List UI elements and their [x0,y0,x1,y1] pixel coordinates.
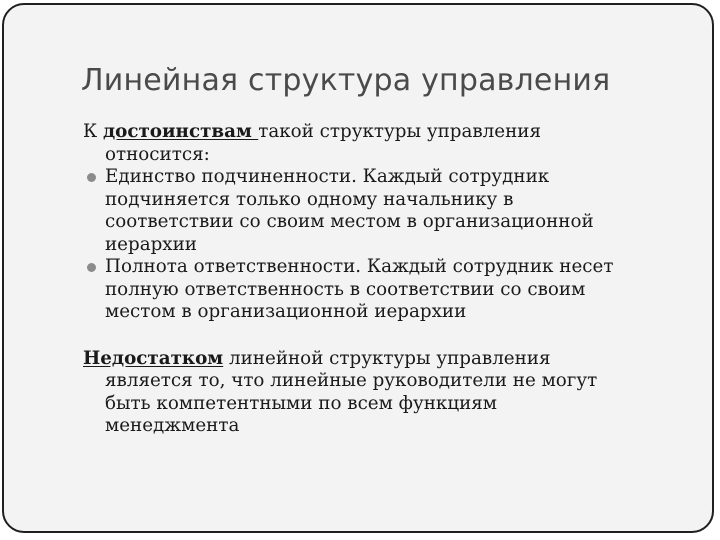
disadvantage-line-1 [83,348,703,371]
bullet-dot-icon [87,263,96,272]
bullet-item-unity [83,166,703,256]
slide-frame [2,3,714,533]
bullet-line: полную ответственность в соответствии со своим [105,278,586,300]
bullet-line: иерархии [105,233,197,255]
advantages-line-1 [83,121,703,144]
advantages-paragraph [83,121,703,166]
bullet-dot-icon [87,173,96,182]
advantages-keyword: достоинствам [102,121,259,142]
disadvantage-line: быть компетентными по всем функциям [105,392,498,414]
slide-title: Линейная структура управления [81,63,611,98]
bullet-line: Единство подчиненности. Каждый сотрудник [105,166,550,187]
disadvantage-keyword: Недостатком [83,347,224,369]
paragraph-spacer [83,324,703,348]
advantages-rest: такой структуры управления [258,121,541,142]
advantages-line-2: относится: [105,143,210,165]
disadvantage-rest: линейной структуры управления [223,347,551,369]
disadvantage-line: является то, что линейные руководители не могут [105,370,598,391]
advantages-prefix: К [83,121,103,142]
disadvantage-paragraph [83,348,703,438]
bullet-line: соответствии со своим местом в организационной [105,211,594,232]
slide-body [83,121,703,438]
bullet-line: подчиняется только одному начальнику в [105,188,514,210]
bullet-line: местом в организационной иерархии [105,301,467,322]
disadvantage-line: менеджмента [105,415,240,436]
bullet-line: Полнота ответственности. Каждый сотрудник несет [105,256,614,277]
bullet-item-responsibility [83,256,703,324]
